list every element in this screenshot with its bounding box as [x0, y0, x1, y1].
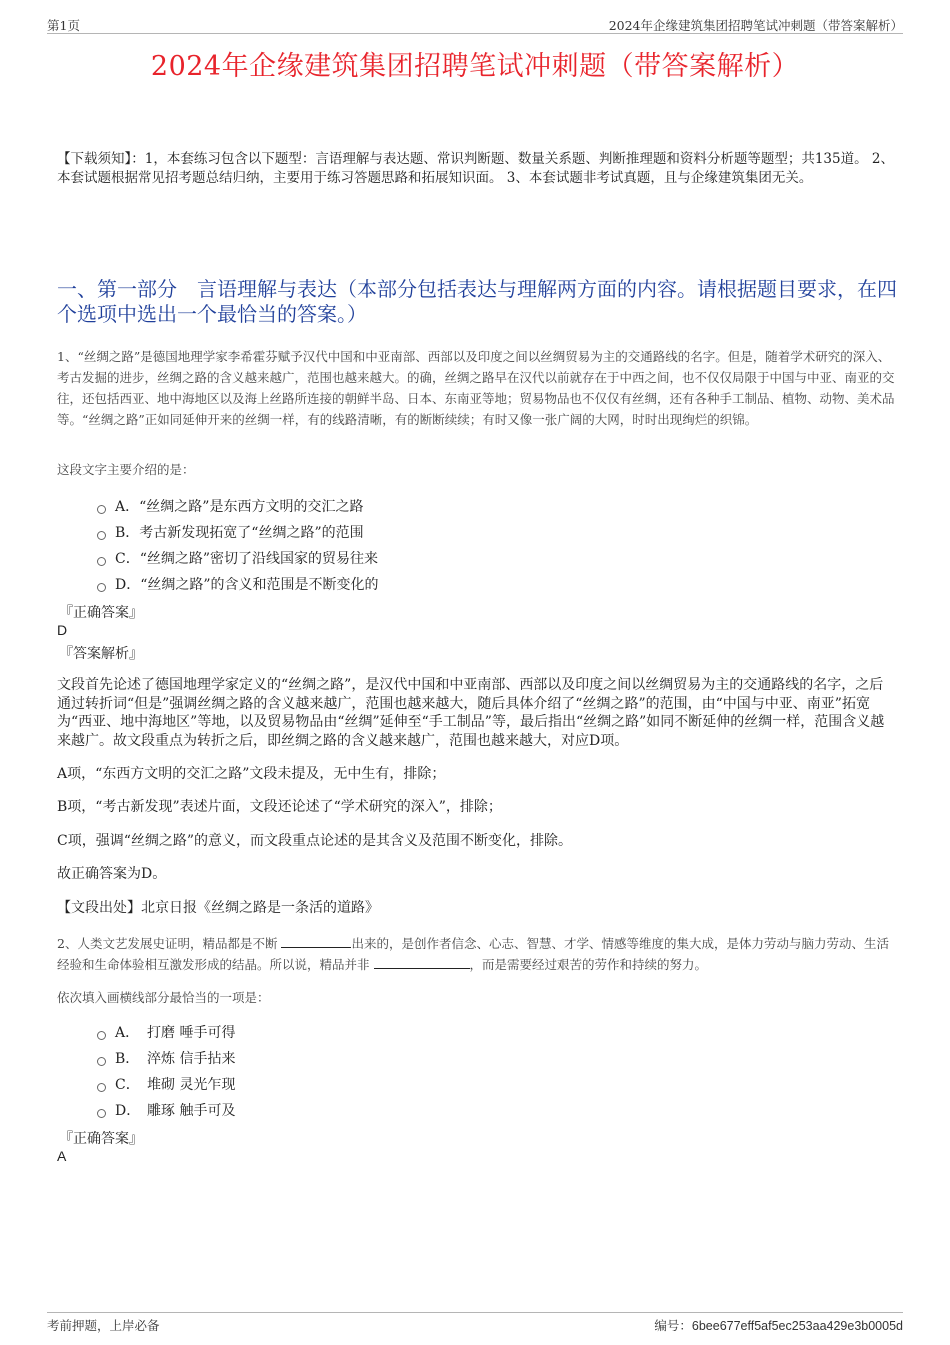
footer-slogan: 考前押题，上岸必备	[47, 1318, 160, 1333]
radio-icon[interactable]	[97, 505, 106, 514]
radio-icon[interactable]	[97, 531, 106, 540]
option-text: “丝绸之路”的含义和范围是不断变化的	[140, 577, 379, 593]
analysis-option-b: B项，“考古新发现”表述片面，文段还论述了“学术研究的深入”，排除；	[57, 799, 502, 815]
radio-icon[interactable]	[97, 1031, 106, 1040]
footer-code: 编号：6bee677eff5af5ec253aa429e3b0005d	[654, 1318, 903, 1333]
radio-icon[interactable]	[97, 557, 106, 566]
option-text: 雕琢 触手可及	[147, 1103, 236, 1119]
option-a[interactable]: A． “丝绸之路”是东西方文明的交汇之路	[97, 493, 379, 519]
radio-icon[interactable]	[97, 1057, 106, 1066]
fill-blank-2[interactable]	[374, 955, 470, 969]
option-text: “丝绸之路”密切了沿线国家的贸易往来	[139, 551, 379, 567]
document-title: 2024年企缘建筑集团招聘笔试冲刺题（带答案解析）	[150, 51, 800, 82]
question-1-stem: 1、“丝绸之路”是德国地理学家李希霍芬赋予汉代中国和中亚南部、西部以及印度之间以丝绸贸易为主的交通路线的名字。但是，随着学术研究的深入、考古发掘的进步，丝绸之路的含义越来越广，范围也越来越大。的确，丝绸之路早在汉代以前就存在于中西之间，也不仅仅局限于中国与中亚、南亚的交往，还包括西亚、地中海地区以及海上丝路所连接的朝鲜半岛、日本、东南亚等地；贸易物品也不仅仅有丝绸，还有各种手工制品、植物、动物、美术品等。“丝绸之路”正如同延伸开来的丝绸一样，有的线路清晰，有的断断续续；有时又像一张广阔的大网，时时出现绚烂的织锦。	[57, 349, 895, 427]
correct-answer-label: 『正确答案』	[59, 605, 143, 621]
question-2-stem: 2、人类文艺发展史证明，精品都是不断 出来的，是创作者信念、心志、智慧、才学、情感等维度的集大成，是体力劳动与脑力劳动、生活经验和生命体验相互激发形成的结晶。所以说，精品并非 ，而是需要经过艰苦的劳作和持续的努力。	[57, 936, 889, 972]
page-header	[47, 13, 903, 34]
analysis-source: 【文段出处】北京日报《丝绸之路是一条活的道路》	[57, 900, 379, 916]
radio-icon[interactable]	[97, 1109, 106, 1118]
radio-icon[interactable]	[97, 583, 106, 592]
download-notice: 【下载须知】：1，本套练习包含以下题型：言语理解与表达题、常识判断题、数量关系题、判断推理题和资料分析题等题型；共135道。 2、本套试题根据常见招考题总结归纳，主要用于练习答题思路和拓展知识面。 3、本套试题非考试真题，且与企缘建筑集团无关。	[57, 151, 894, 186]
option-c[interactable]: C． “丝绸之路”密切了沿线国家的贸易往来	[97, 545, 379, 571]
page-footer	[47, 1312, 903, 1333]
radio-icon[interactable]	[97, 1083, 106, 1092]
correct-answer: A	[57, 1148, 67, 1164]
option-text: 堆砌 灵光乍现	[147, 1077, 236, 1093]
analysis-option-a: A项，“东西方文明的交汇之路”文段未提及，无中生有，排除；	[57, 766, 446, 782]
analysis-paragraph: 文段首先论述了德国地理学家定义的“丝绸之路”，是汉代中国和中亚南部、西部以及印度之间以丝绸贸易为主的交通路线的名字，之后通过转折词“但是”强调丝绸之路的含义越来越广，范围也越来越大，随后具体介绍了“丝绸之路”的范围，由“中国与中亚、南亚”拓宽为“西亚、地中海地区”等地，以及贸易物品由“丝绸”延伸至“手工制品”等，最后指出“丝绸之路”如同不断延伸的丝绸一样，范围含义越来越广。故文段重点为转折之后，即丝绸之路的含义越来越广，范围也越来越大，对应D项。	[57, 677, 885, 749]
analysis-option-c: C项，强调“丝绸之路”的意义，而文段重点论述的是其含义及范围不断变化，排除。	[57, 833, 573, 849]
correct-answer-label: 『正确答案』	[59, 1131, 143, 1147]
page-number: 第1页	[47, 18, 80, 33]
correct-answer: D	[57, 622, 68, 638]
option-c[interactable]: C． 堆砌 灵光乍现	[97, 1071, 235, 1097]
question-1-prompt: 这段文字主要介绍的是：	[57, 462, 195, 477]
fill-blank-1[interactable]	[281, 934, 351, 948]
section-heading: 一、第一部分 言语理解与表达（本部分包括表达与理解两方面的内容。请根据题目要求，在四个选项中选出一个最恰当的答案。）	[57, 277, 897, 326]
question-2-options	[97, 1019, 235, 1123]
question-1-options	[97, 493, 379, 597]
option-text: 淬炼 信手拈来	[147, 1051, 236, 1067]
analysis-conclusion: 故正确答案为D。	[57, 866, 167, 882]
option-text: “丝绸之路”是东西方文明的交汇之路	[139, 499, 364, 515]
option-d[interactable]: D． 雕琢 触手可及	[97, 1097, 235, 1123]
option-b[interactable]: B． 考古新发现拓宽了“丝绸之路”的范围	[97, 519, 379, 545]
option-text: 打磨 唾手可得	[147, 1025, 236, 1041]
option-text: 考古新发现拓宽了“丝绸之路”的范围	[139, 525, 364, 541]
analysis-label: 『答案解析』	[59, 646, 143, 662]
header-doc-title: 2024年企缘建筑集团招聘笔试冲刺题（带答案解析）	[608, 18, 903, 33]
option-d[interactable]: D． “丝绸之路”的含义和范围是不断变化的	[97, 571, 379, 597]
option-b[interactable]: B． 淬炼 信手拈来	[97, 1045, 235, 1071]
option-a[interactable]: A． 打磨 唾手可得	[97, 1019, 235, 1045]
question-2-prompt: 依次填入画横线部分最恰当的一项是：	[57, 990, 270, 1005]
